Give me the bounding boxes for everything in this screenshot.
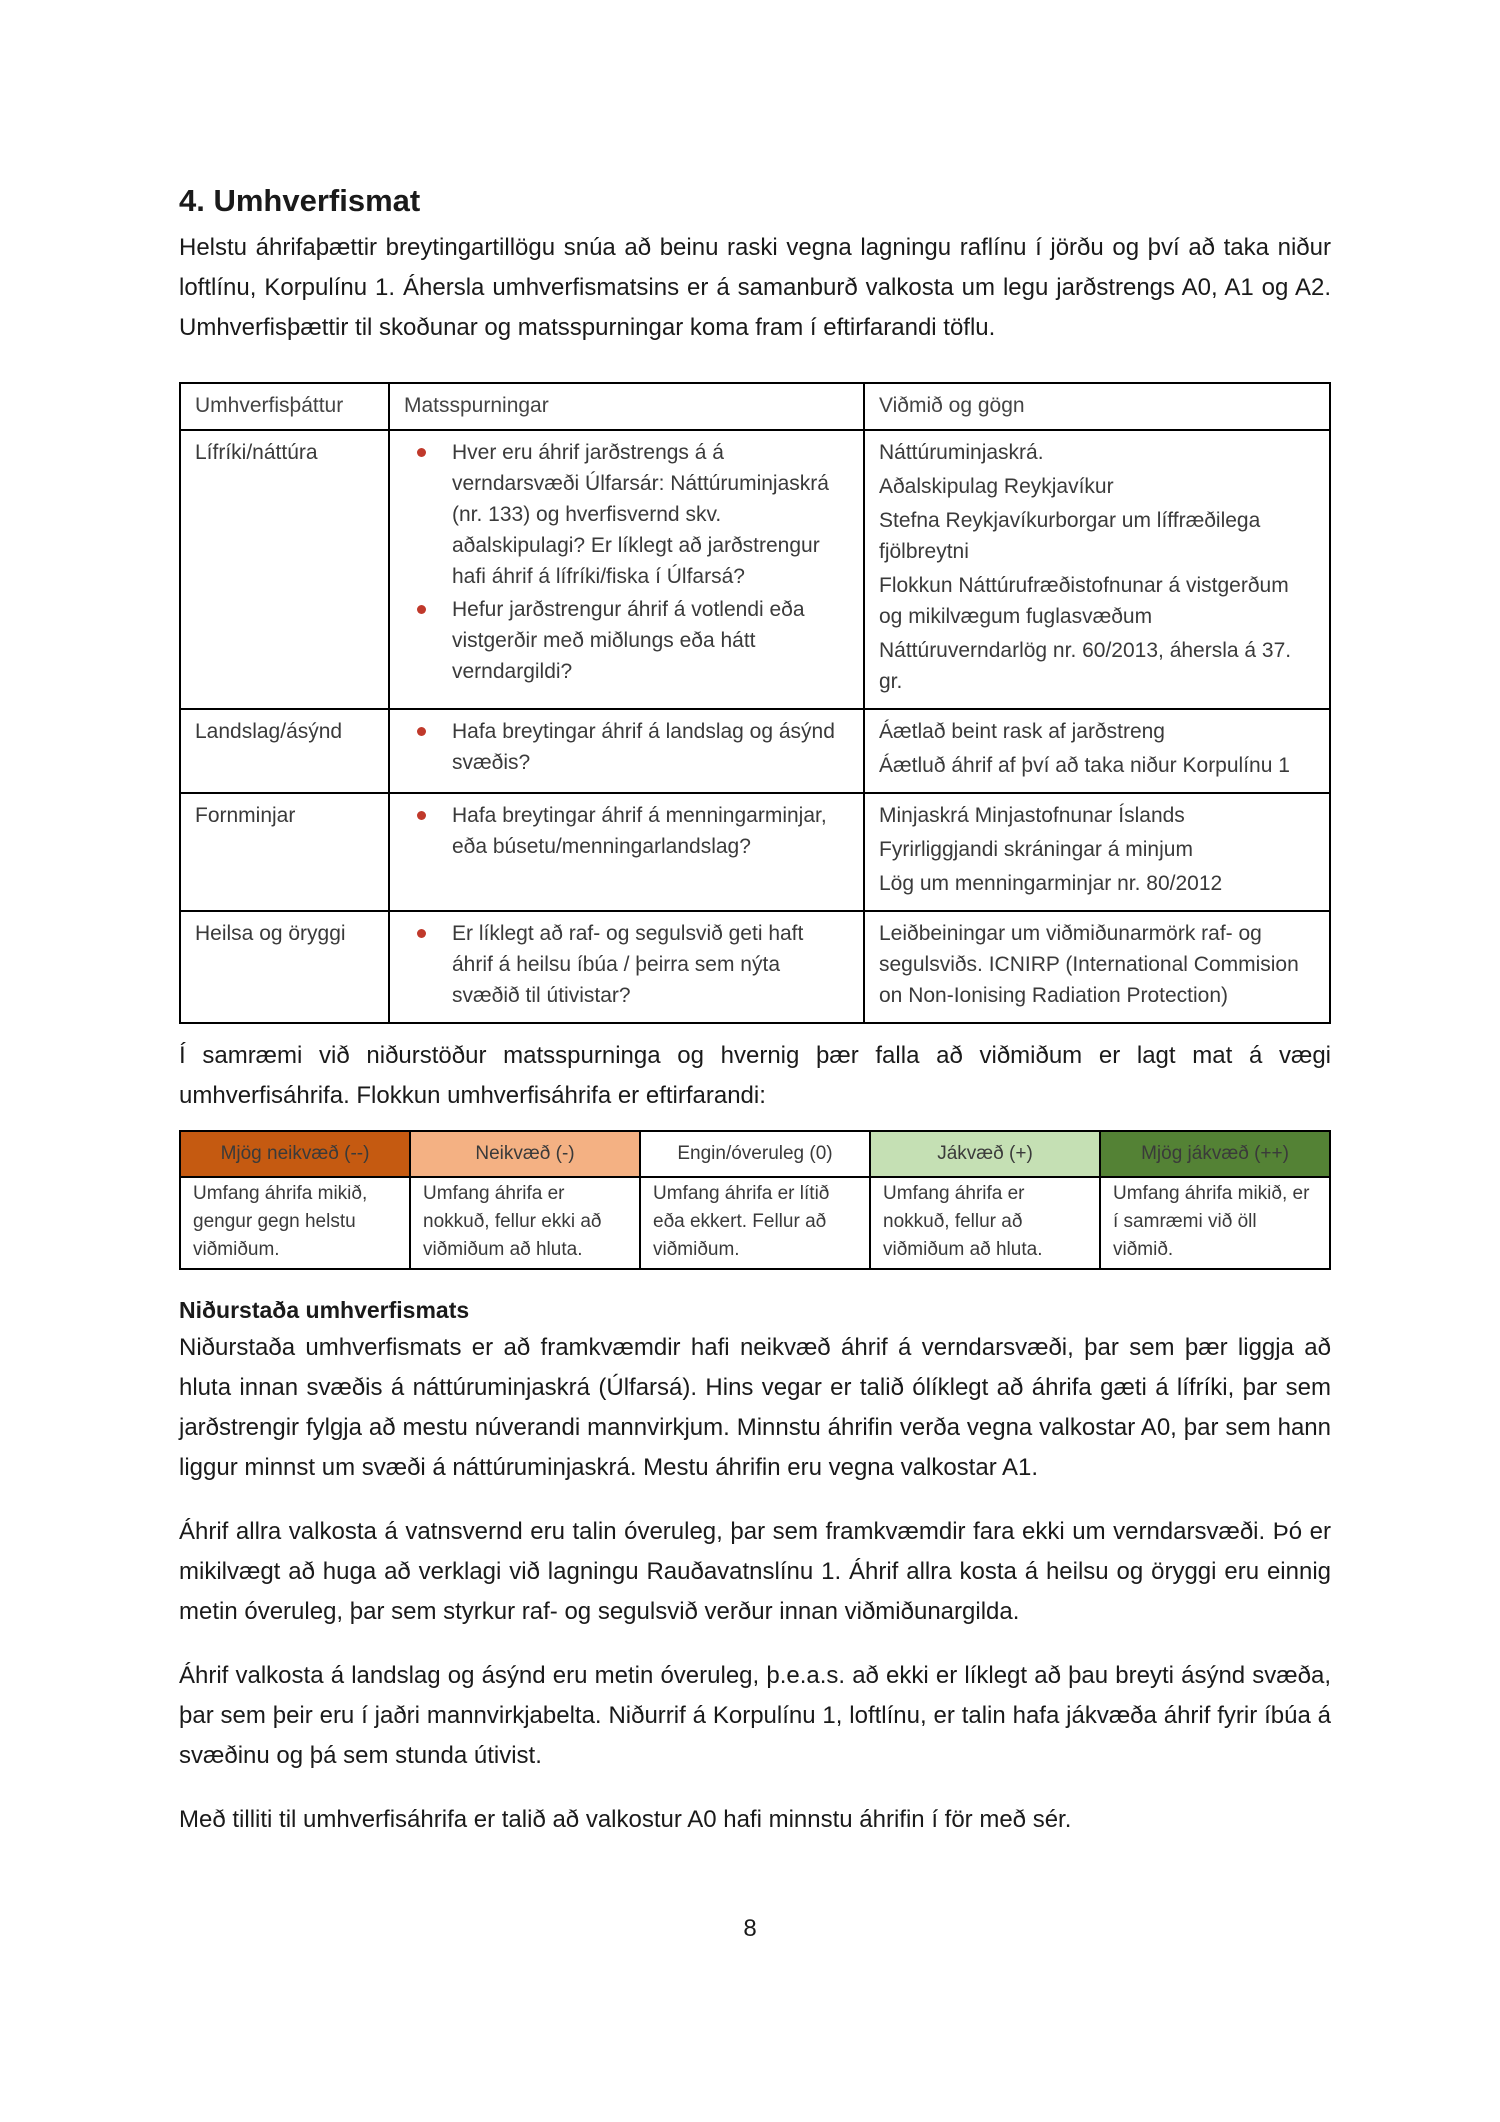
question-item: Er líklegt að raf- og segulsvið geti haft áhrif á heilsu íbúa / þeirra sem nýta svæðið til útivistar?	[404, 918, 849, 1011]
reference-item: Lög um menningarminjar nr. 80/2012	[879, 872, 1223, 895]
reference-item: Áætlað beint rask af jarðstreng	[879, 720, 1165, 743]
assessment-table-header	[180, 383, 1330, 430]
page-number: 8	[743, 1915, 757, 1942]
conclusion-paragraph: Áhrif valkosta á landslag og ásýnd eru metin óveruleg, þ.e.a.s. að ekki er líklegt að þau breyti ásýnd svæða, þar sem þeir eru í jaðri mannvirkjabelta. Niðurrif á Korpulínu 1, loftlínu, er talin hafa jákvæða áhrif fyrir íbúa á svæðinu og þá sem stunda útivist.	[179, 1662, 1331, 1769]
scale-header-row	[180, 1131, 1330, 1177]
scale-description-row	[180, 1177, 1330, 1269]
conclusion-paragraph: Áhrif allra valkosta á vatnsvernd eru talin óveruleg, þar sem framkvæmdir fara ekki um verndarsvæði. Þó er mikilvægt að huga að verklagi við lagningu Rauðavatnslínu 1. Áhrif allra kosta á heilsu og öryggi eru einnig metin óveruleg, þar sem styrkur raf- og segulsvið verður innan viðmiðunargilda.	[179, 1518, 1331, 1625]
questions-cell	[389, 793, 864, 911]
header-factor: Umhverfisþáttur	[180, 383, 389, 430]
document-page	[179, 180, 1331, 1840]
table-row	[180, 911, 1330, 1023]
reference-item: Leiðbeiningar um viðmiðunarmörk raf- og segulsviðs. ICNIRP (International Commision on Non-Ionising Radiation Protection)	[879, 922, 1299, 1007]
conclusion-paragraph: Niðurstaða umhverfismats er að framkvæmdir hafi neikvæð áhrif á verndarsvæði, þar sem þær liggja að hluta innan svæðis á náttúruminjaskrá (Úlfarsá). Hins vegar er talið ólíklegt að áhrifa gæti á lífríki, þar sem jarðstrengir fylgja að mestu núverandi mannvirkjum. Minnstu áhrifin verða vegna valkostar A0, þar sem hann liggur minnst um svæði á náttúruminjaskrá. Mestu áhrifin eru vegna valkostar A1.	[179, 1334, 1331, 1481]
reference-item: Áætluð áhrif af því að taka niður Korpulínu 1	[879, 754, 1290, 777]
questions-cell	[389, 911, 864, 1023]
table-row	[180, 430, 1330, 709]
factor-cell: Lífríki/náttúra	[180, 430, 389, 709]
scale-label-neutral: Engin/óveruleg (0)	[640, 1131, 870, 1177]
references-cell	[864, 430, 1330, 709]
reference-item: Aðalskipulag Reykjavíkur	[879, 475, 1114, 498]
question-item: Hafa breytingar áhrif á menningarminjar, eða búsetu/menningarlandslag?	[404, 800, 849, 862]
table-row	[180, 709, 1330, 793]
scale-label-negative: Neikvæð (-)	[410, 1131, 640, 1177]
references-cell	[864, 911, 1330, 1023]
scale-label-positive: Jákvæð (+)	[870, 1131, 1100, 1177]
scale-description: Umfang áhrifa mikið, gengur gegn helstu viðmiðum.	[180, 1177, 410, 1269]
scale-label-very-negative: Mjög neikvæð (--)	[180, 1131, 410, 1177]
questions-cell	[389, 709, 864, 793]
question-item: Hafa breytingar áhrif á landslag og ásýnd svæðis?	[404, 716, 849, 778]
scale-label-very-positive: Mjög jákvæð (++)	[1100, 1131, 1330, 1177]
question-item: Hver eru áhrif jarðstrengs á á verndarsvæði Úlfarsár: Náttúruminjaskrá (nr. 133) og hverfisvernd skv. aðalskipulagi? Er líklegt að jarðstrengur hafi áhrif á lífríki/fiska í Úlfarsá?	[404, 437, 849, 592]
factor-cell: Heilsa og öryggi	[180, 911, 389, 1023]
reference-item: Minjaskrá Minjastofnunar Íslands	[879, 804, 1185, 827]
reference-item: Náttúruverndarlög nr. 60/2013, áhersla á 37. gr.	[879, 639, 1292, 693]
impact-scale-table	[179, 1130, 1331, 1270]
header-references: Viðmið og gögn	[864, 383, 1330, 430]
factor-cell: Fornminjar	[180, 793, 389, 911]
table-row	[180, 793, 1330, 911]
scale-description: Umfang áhrifa er nokkuð, fellur ekki að viðmiðum að hluta.	[410, 1177, 640, 1269]
reference-item: Stefna Reykjavíkurborgar um líffræðilega fjölbreytni	[879, 509, 1261, 563]
conclusion-paragraph: Með tilliti til umhverfisáhrifa er talið að valkostur A0 hafi minnstu áhrifin í för með sér.	[179, 1806, 1072, 1833]
question-item: Hefur jarðstrengur áhrif á votlendi eða vistgerðir með miðlungs eða hátt verndargildi?	[404, 594, 849, 687]
scale-description: Umfang áhrifa mikið, er í samræmi við öll viðmið.	[1100, 1177, 1330, 1269]
references-cell	[864, 793, 1330, 911]
reference-item: Fyrirliggjandi skráningar á minjum	[879, 838, 1193, 861]
scale-description: Umfang áhrifa er lítið eða ekkert. Fellur að viðmiðum.	[640, 1177, 870, 1269]
conclusion-heading: Niðurstaða umhverfismats	[179, 1297, 470, 1323]
reference-item: Flokkun Náttúrufræðistofnunar á vistgerðum og mikilvægum fuglasvæðum	[879, 574, 1289, 628]
references-cell	[864, 709, 1330, 793]
section-heading: 4. Umhverfismat	[179, 183, 421, 218]
reference-item: Náttúruminjaskrá.	[879, 441, 1044, 464]
header-questions: Matsspurningar	[389, 383, 864, 430]
intro-paragraph: Helstu áhrifaþættir breytingartillögu snúa að beinu raski vegna lagningu raflínu í jörðu og því að taka niður loftlínu, Korpulínu 1. Áhersla umhverfismatsins er á samanburð valkosta um legu jarðstrengs A0, A1 og A2. Umhverfisþættir til skoðunar og matsspurningar koma fram í eftirfarandi töflu.	[179, 234, 1331, 341]
scale-intro-paragraph: Í samræmi við niðurstöður matsspurninga og hvernig þær falla að viðmiðum er lagt mat á vægi umhverfisáhrifa. Flokkun umhverfisáhrifa er eftirfarandi:	[179, 1042, 1331, 1109]
questions-cell	[389, 430, 864, 709]
factor-cell: Landslag/ásýnd	[180, 709, 389, 793]
assessment-table	[179, 382, 1331, 1024]
scale-description: Umfang áhrifa er nokkuð, fellur að viðmiðum að hluta.	[870, 1177, 1100, 1269]
